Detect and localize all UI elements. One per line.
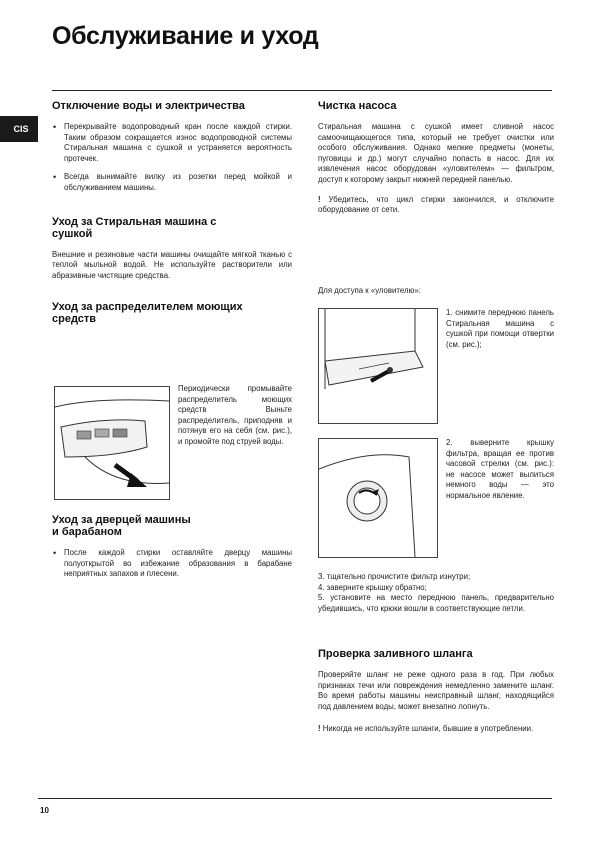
section-hose-check (318, 648, 554, 735)
front-panel-drawing-icon (319, 309, 437, 423)
section-water-electricity (52, 100, 292, 194)
section-heading: Отключение воды и электричества (52, 100, 245, 112)
note-paragraph (318, 724, 554, 735)
warning-exclamation-icon: ! (318, 194, 321, 204)
step-item: 5. установите на место переднюю панель, предварительно убедившись, что крюки вошли в соответствующие петли. (318, 593, 554, 613)
bullet-list (52, 548, 292, 580)
warning-exclamation-icon: ! (318, 724, 321, 734)
note-paragraph (318, 195, 554, 216)
filter-cap-drawing-icon (319, 439, 437, 557)
section-door-drum (52, 514, 292, 588)
section-heading: Проверка заливного шланга (318, 648, 473, 660)
footer-rule (38, 798, 552, 799)
paragraph: Стиральная машина с сушкой имеет сливной насос самоочищающегося типа, который не требует очистки или особого обслуживания. Однако мелкие предметы (монеты, пуговицы и др.) могут случайно попасть в насос. Для их извлечения насос оборудован «уловителем» — фильтром, доступ к которому закрыт нижней передней панелью. (318, 122, 554, 184)
section-heading (52, 216, 292, 240)
dispenser-drawing-icon (55, 387, 169, 499)
list-item: • Всегда вынимайте вилку из розетки перед мойкой и обслуживанием машины. (52, 172, 292, 193)
front-panel-illustration (318, 308, 438, 424)
step-item: 3. тщательно прочистите фильтр изнутри; (318, 572, 471, 581)
step-1-caption: 1. снимите переднюю панель Стиральная машина с сушкой при помощи отвертки (см. рис.); (446, 308, 554, 349)
access-label: Для доступа к «уловителю»: (318, 286, 421, 295)
note-text: Никогда не используйте шланги, бывшие в употреблении. (322, 724, 534, 734)
list-item: • После каждой стирки оставляйте дверцу машины полуоткрытой во избежание образования в барабане неприятных запахов и плесени. (52, 548, 292, 580)
heading-line: средств (52, 313, 97, 326)
heading-line: сушкой (52, 227, 93, 240)
section-machine-care (52, 216, 292, 282)
left-column (52, 100, 292, 335)
right-column (318, 100, 554, 216)
filter-cap-illustration (318, 438, 438, 558)
list-item: • Перекрывайте водопроводный кран после каждой стирки. Таким образом сокращается износ водопроводной системы Стиральная машина с сушкой и устраняется вероятность протечек. (52, 122, 292, 164)
paragraph: Проверяйте шланг не реже одного раза в год. При любых признаках течи или повреждения немедленно замените шланг. Во время работы машины неисправный шланг, находящийся под давлением воды, может внезапно лопнуть. (318, 670, 554, 711)
note-text: Убедитесь, что цикл стирки закончился, и отключите оборудование от сети. (318, 194, 554, 215)
heading-line: и барабаном (52, 526, 122, 538)
language-tab: CIS (0, 116, 38, 142)
title-rule (52, 90, 552, 91)
paragraph: Внешние и резиновые части машины очищайте мягкой тканью с теплой мыльной водой. Не используйте растворители или абразивные чистящие средства. (52, 249, 292, 280)
page-number: 10 (40, 806, 49, 815)
dispenser-illustration (54, 386, 170, 500)
heading-line: Уход за дверцей машины (52, 514, 191, 526)
section-dispenser-care (52, 301, 292, 325)
heading-line: Уход за распределителем моющих (52, 301, 243, 314)
dispenser-caption: Периодически промывайте распределитель моющих средств Выньте распределитель, приподняв и потянув его на себя (см. рис.), и промойте под струей воды. (178, 384, 292, 446)
page-title: Обслуживание и уход (52, 22, 319, 50)
step-item: 4. заверните крышку обратно; (318, 582, 427, 592)
section-pump-cleaning (318, 100, 554, 216)
step-2-caption: 2. выверните крышку фильтра, вращая ее против часовой стрелки (см. рис.): не насосе может вылиться немного воды — это нормальное явление. (446, 438, 554, 500)
steps-list (318, 572, 554, 614)
section-heading (52, 301, 292, 325)
section-heading: Чистка насоса (318, 100, 397, 112)
bullet-list (52, 122, 292, 194)
section-heading (52, 514, 292, 538)
heading-line: Уход за Стиральная машина с (52, 215, 217, 228)
